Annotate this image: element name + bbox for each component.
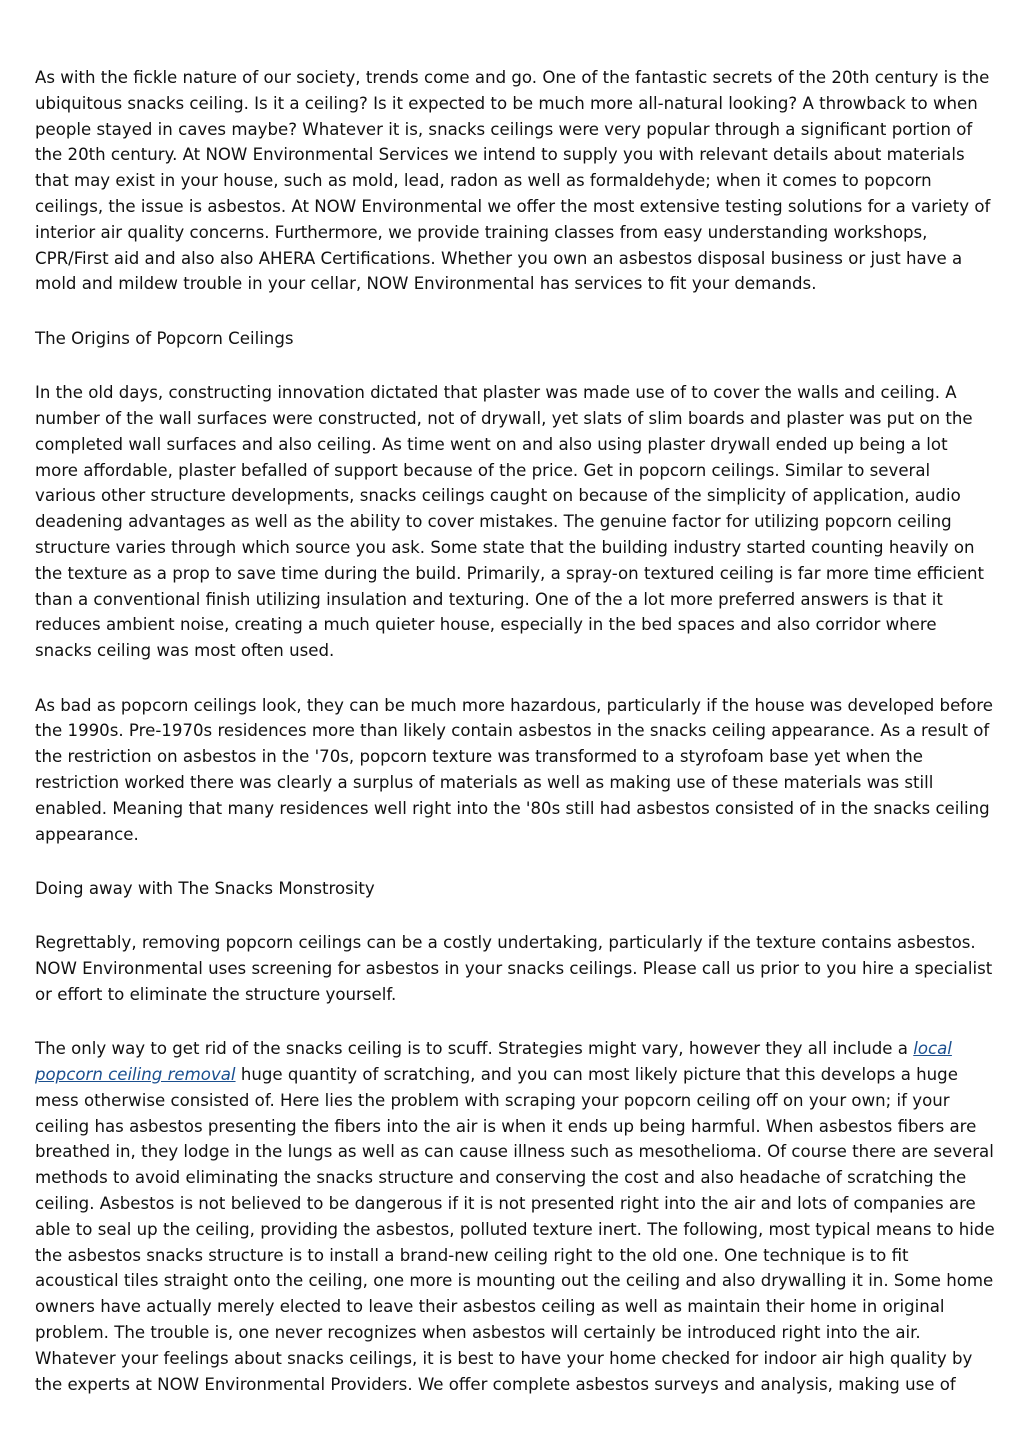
paragraph-origins: In the old days, constructing innovation dictated that plaster was made use of to cover the walls and ceiling. A number of the wall surfaces were constructed, not of drywall, yet slats of slim boards and plaster was put on the completed wall surfaces and also ceiling. As time went on and also using plaster drywall ended up being a lot more affordable, plaster befalled of support because of the price. Get in popcorn ceilings. Similar to several various other structure developments, snacks ceilings caught on because of the simplicity of application, audio deadening advantages as well as the ability to cover mistakes. The genuine factor for utilizing popcorn ceiling structure varies through which source you ask. Some state that the building industry started counting heavily on the texture as a prop to save time during the build. Primarily, a spray-on textured ceiling is far more time efficient than a conventional finish utilizing insulation and texturing. One of the a lot more preferred answers is that it reduces ambient noise, creating a much quieter house, especially in the bed spaces and also corridor where snacks ceiling was most often used. [35, 383, 985, 661]
paragraph-hazards: As bad as popcorn ceilings look, they can be much more hazardous, particularly if the house was developed before the 1990s. Pre-1970s residences more than likely contain asbestos in the snacks ceiling appearance. As a result of the restriction on asbestos in the '70s, popcorn texture was transformed to a styrofoam base yet when the restriction worked there was clearly a surplus of materials as well as making use of these materials was still enabled. Meaning that many residences well right into the '80s still had asbestos consisted of in the snacks ceiling appearance. [35, 695, 993, 844]
popcorn-removal-link[interactable]: local popcorn ceiling removal [35, 1039, 952, 1085]
heading-removal: Doing away with The Snacks Monstrosity [35, 878, 375, 898]
document-page [35, 65, 995, 1426]
text-before-link: The only way to get rid of the snacks ceiling is to scuff. Strategies might vary, however they all include a [35, 1039, 914, 1059]
heading-origins: The Origins of Popcorn Ceilings [35, 328, 294, 348]
text-after-link: huge quantity of scratching, and you can most likely picture that this develops a huge mess otherwise consisted of. Here lies the problem with scraping your popcorn ceiling off on your own; if your ceiling has asbestos presenting the fibers into the air is when it ends up being harmful. When asbestos fibers are breathed in, they lodge in the lungs as well as can cause illness such as mesothelioma. Of course there are several methods to avoid eliminating the snacks structure and conserving the cost and also headache of scratching the ceiling. Asbestos is not believed to be dangerous if it is not presented right into the air and lots of companies are able to seal up the ceiling, providing the asbestos, polluted texture inert. The following, most typical means to hide the asbestos snacks structure is to install a brand-new ceiling right to the old one. One technique is to fit acoustical tiles straight onto the ceiling, one more is mounting out the ceiling and also drywalling it in. Some home owners have actually merely elected to leave their asbestos ceiling as well as maintain their home in original problem. The trouble is, one never recognizes when asbestos will certainly be introduced right into the air. Whatever your feelings about snacks ceilings, it is best to have your home checked for indoor air high quality by the experts at NOW Environmental Providers. We offer complete asbestos surveys and analysis, making use of [35, 1065, 995, 1394]
paragraph-intro: As with the fickle nature of our society, trends come and go. One of the fantastic secrets of the 20th century is the ubiquitous snacks ceiling. Is it a ceiling? Is it expected to be much more all-natural looking? A throwback to when people stayed in caves maybe? Whatever it is, snacks ceilings were very popular through a significant portion of the 20th century. At NOW Environmental Services we intend to supply you with relevant details about materials that may exist in your house, such as mold, lead, radon as well as formaldehyde; when it comes to popcorn ceilings, the issue is asbestos. At NOW Environmental we offer the most extensive testing solutions for a variety of interior air quality concerns. Furthermore, we provide training classes from easy understanding workshops, CPR/First aid and also also AHERA Certifications. Whether you own an asbestos disposal business or just have a mold and mildew trouble in your cellar, NOW Environmental has services to fit your demands. [35, 68, 991, 294]
paragraph-removal-cost: Regrettably, removing popcorn ceilings can be a costly undertaking, particularly if the texture contains asbestos. NOW Environmental uses screening for asbestos in your snacks ceilings. Please call us prior to you hire a specialist or effort to eliminate the structure yourself. [35, 933, 993, 1004]
paragraph-removal-methods [35, 1036, 995, 1397]
